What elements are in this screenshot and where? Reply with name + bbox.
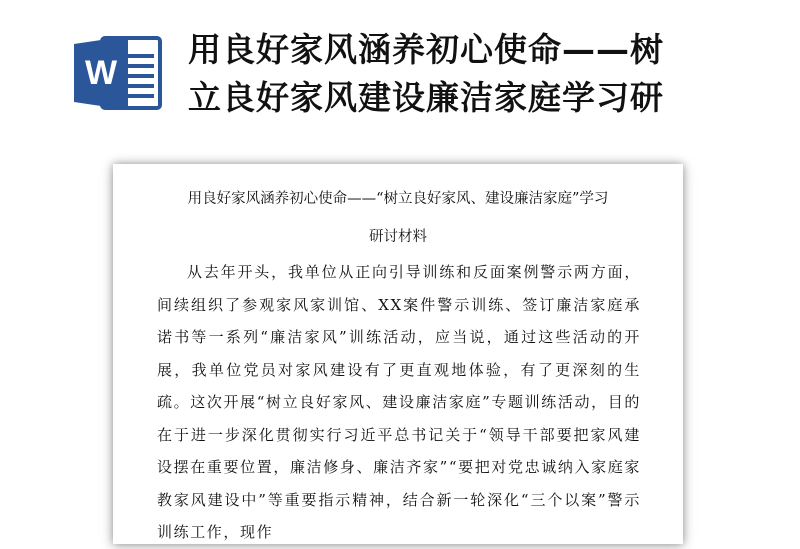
- document-page-preview: [113, 164, 683, 544]
- document-title: [113, 180, 683, 256]
- word-document-icon[interactable]: [72, 34, 164, 112]
- headline-line-2: 立良好家风建设廉洁家庭学习研: [188, 78, 664, 117]
- header-banner: [0, 0, 800, 140]
- page-headline: [188, 26, 788, 122]
- document-title-line-1: 用良好家风涵养初心使命——“树立良好家风、建设廉洁家庭”学习: [187, 191, 609, 207]
- document-paragraph: 从去年开头，我单位从正向引导训练和反面案例警示两方面，间续组织了参观家风家训馆、XX案件警示训练、签订廉洁家庭承诺书等一系列“廉洁家风”训练活动，应当说，通过这些活动的开展，我单位党员对家风建设有了更直观地体验，有了更深刻的生疏。这次开展“树立良好家风、建设廉洁家庭”专题训练活动，目的在于进一步深化贯彻实行习近平总书记关于“领导干部要把家风建设摆在重要位置，廉洁修身、廉洁齐家”“要把对党忠诚纳入家庭家教家风建设中”等重要指示精神，结合新一轮深化“三个以案”警示训练工作，现作: [157, 263, 641, 541]
- document-title-line-2: 研讨材料: [369, 229, 427, 245]
- word-icon-letter: W: [84, 54, 118, 92]
- headline-line-1: 用良好家风涵养初心使命——树: [188, 30, 664, 69]
